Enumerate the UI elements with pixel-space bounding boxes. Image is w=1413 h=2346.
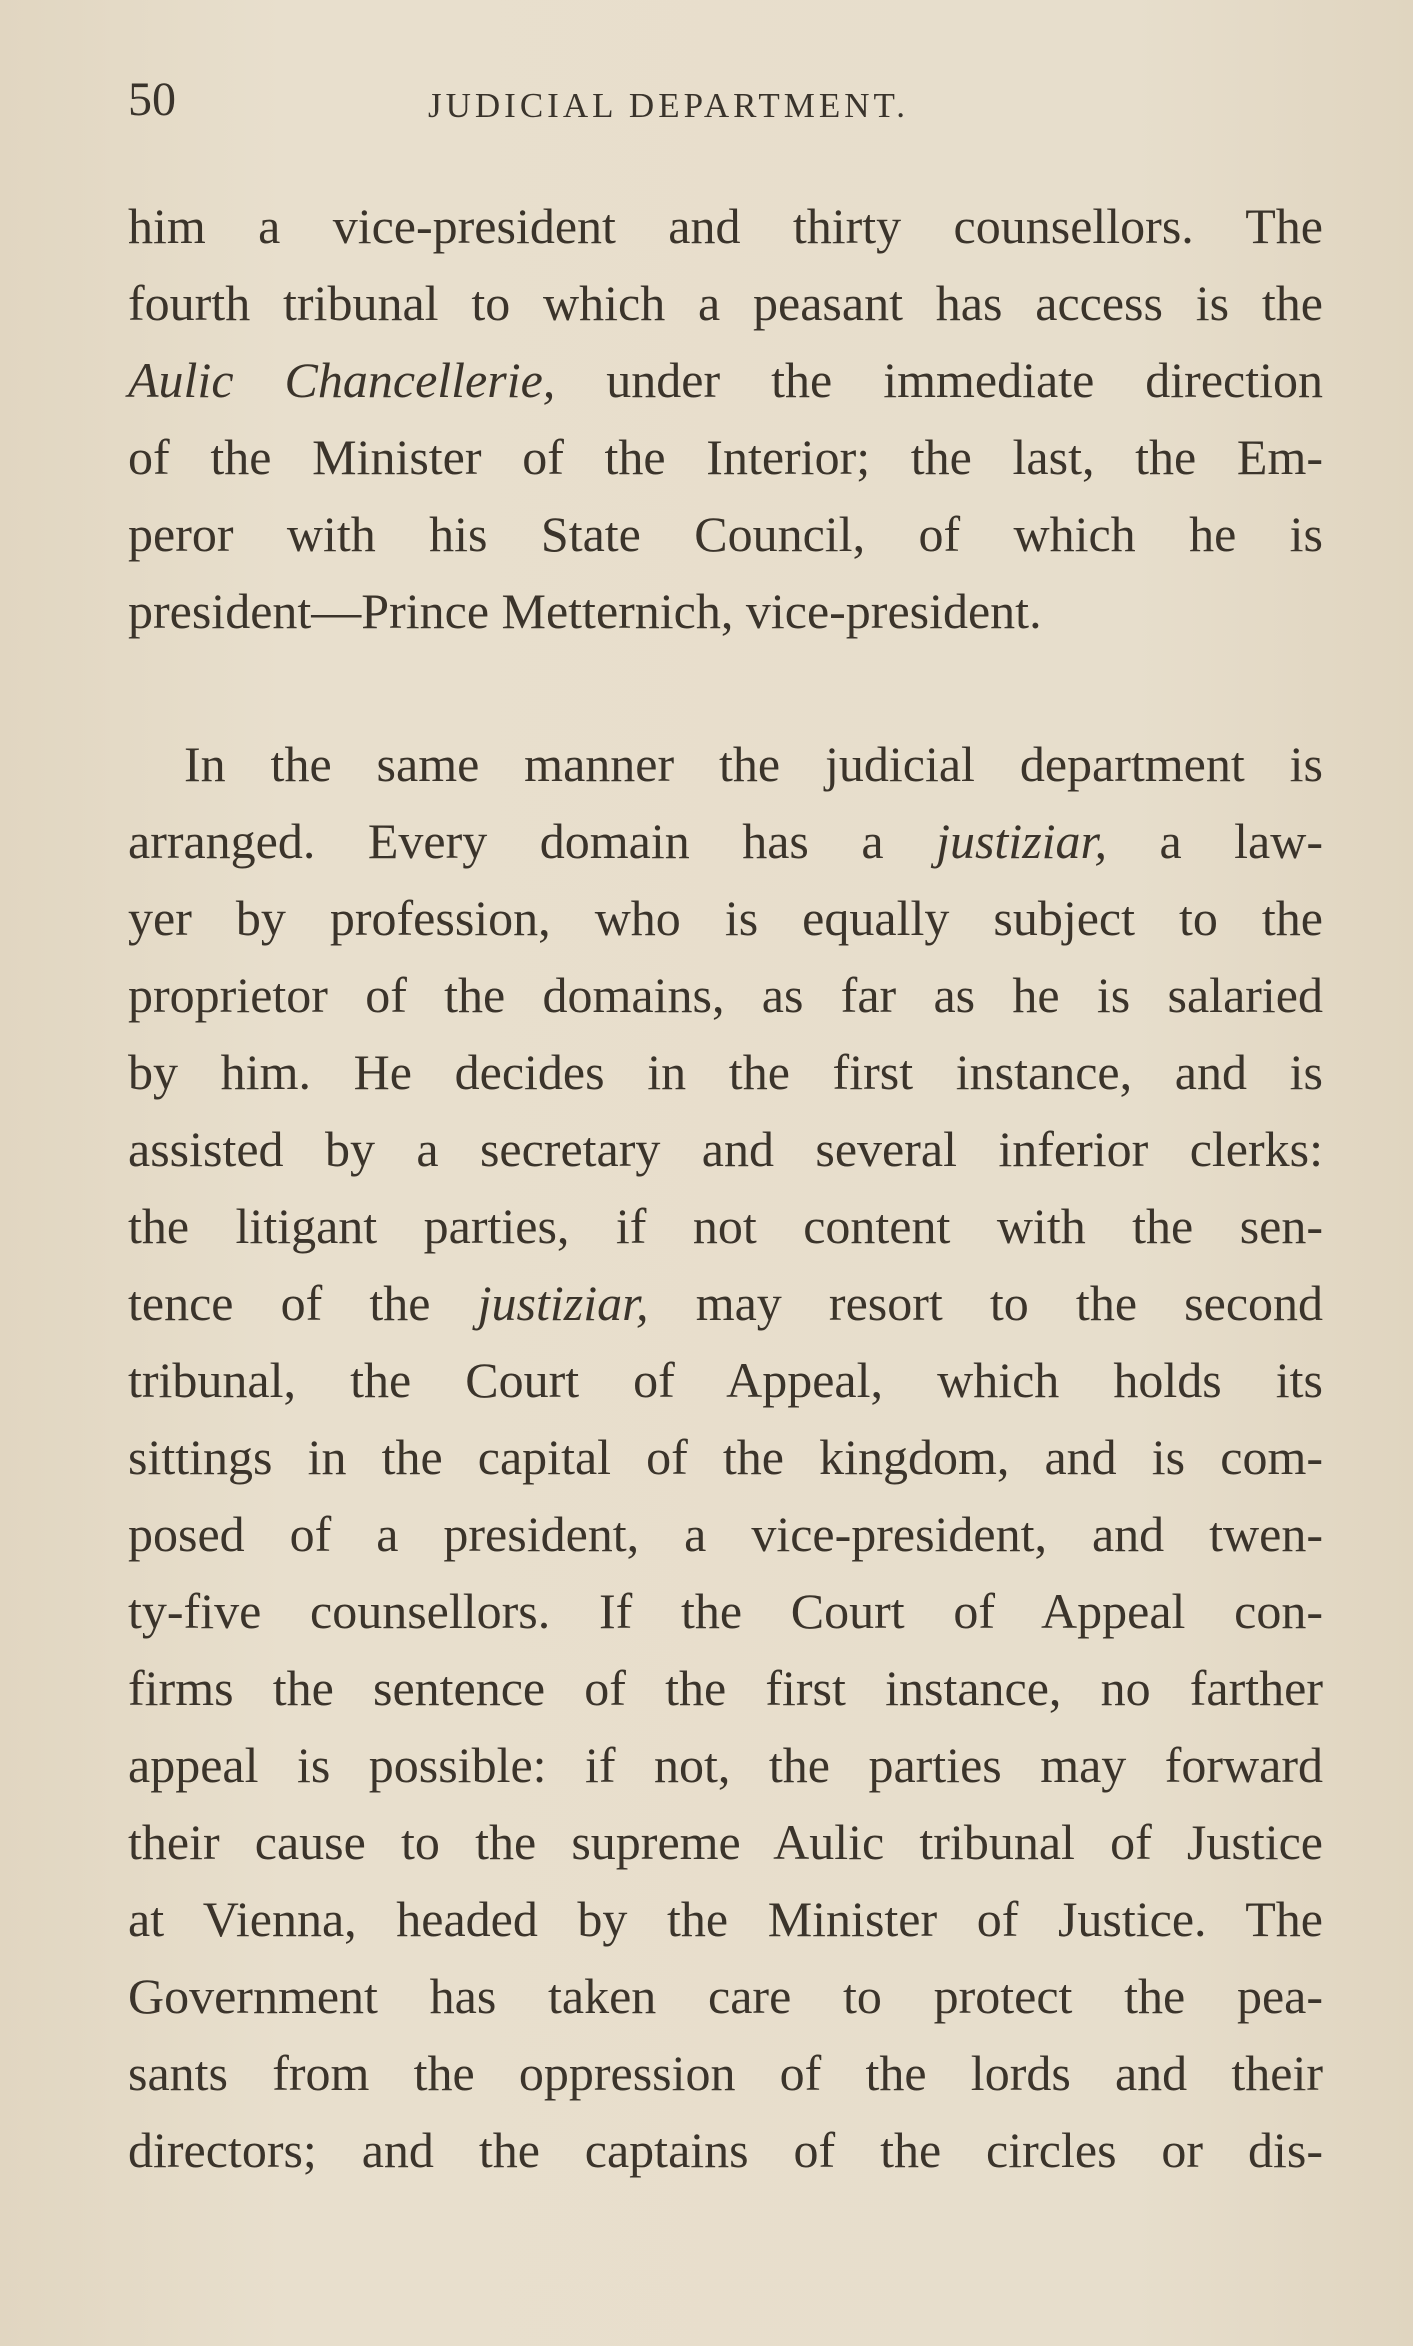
text-line: proprietor of the domains, as far as he is salaried xyxy=(128,967,1323,1023)
text-line: Government has taken care to protect the pea- xyxy=(128,1968,1323,2024)
text-line: tence of the justiziar, may resort to the second xyxy=(128,1275,1324,1331)
italic-term: justiziar, xyxy=(936,813,1107,869)
text-line: him a vice-president and thirty counsellors. The xyxy=(128,198,1323,254)
text-line: arranged. Every domain has a justiziar, a law- xyxy=(128,813,1323,869)
text-line: sittings in the capital of the kingdom, and is com- xyxy=(128,1429,1323,1485)
text-line: by him. He decides in the first instance, and is xyxy=(128,1044,1323,1100)
text-line: sants from the oppression of the lords and their xyxy=(128,2045,1323,2101)
text-line: In the same manner the judicial department is xyxy=(184,736,1323,792)
text-line: fourth tribunal to which a peasant has access is the xyxy=(128,275,1323,331)
text-line: assisted by a secretary and several inferior clerks: xyxy=(128,1121,1323,1177)
text-line: peror with his State Council, of which he is xyxy=(128,506,1323,562)
italic-term: Aulic Chancellerie, xyxy=(128,352,556,408)
text-line: yer by profession, who is equally subject to the xyxy=(128,890,1323,946)
text-line: president—Prince Metternich, vice-president. xyxy=(128,583,1042,639)
text-line: Aulic Chancellerie, under the immediate direction xyxy=(128,352,1323,408)
paragraph-gap xyxy=(128,650,1323,726)
running-head: JUDICIAL DEPARTMENT. xyxy=(428,86,910,125)
text-line: posed of a president, a vice-president, and twen- xyxy=(128,1506,1323,1562)
page-header xyxy=(128,72,1328,132)
text-line: firms the sentence of the first instance, no farther xyxy=(128,1660,1323,1716)
text-line: of the Minister of the Interior; the last, the Em- xyxy=(128,429,1323,485)
text-line: the litigant parties, if not content with the sen- xyxy=(128,1198,1323,1254)
body-text xyxy=(128,188,1323,2189)
page-number: 50 xyxy=(128,73,176,126)
text-line: ty-five counsellors. If the Court of Appeal con- xyxy=(128,1583,1323,1639)
text-line: at Vienna, headed by the Minister of Justice. The xyxy=(128,1891,1323,1947)
text-line: their cause to the supreme Aulic tribunal of Justice xyxy=(128,1814,1323,1870)
italic-term: justiziar, xyxy=(477,1275,649,1331)
text-line: appeal is possible: if not, the parties may forward xyxy=(128,1737,1323,1793)
text-line: directors; and the captains of the circles or dis- xyxy=(128,2122,1323,2178)
text-line: tribunal, the Court of Appeal, which holds its xyxy=(128,1352,1323,1408)
